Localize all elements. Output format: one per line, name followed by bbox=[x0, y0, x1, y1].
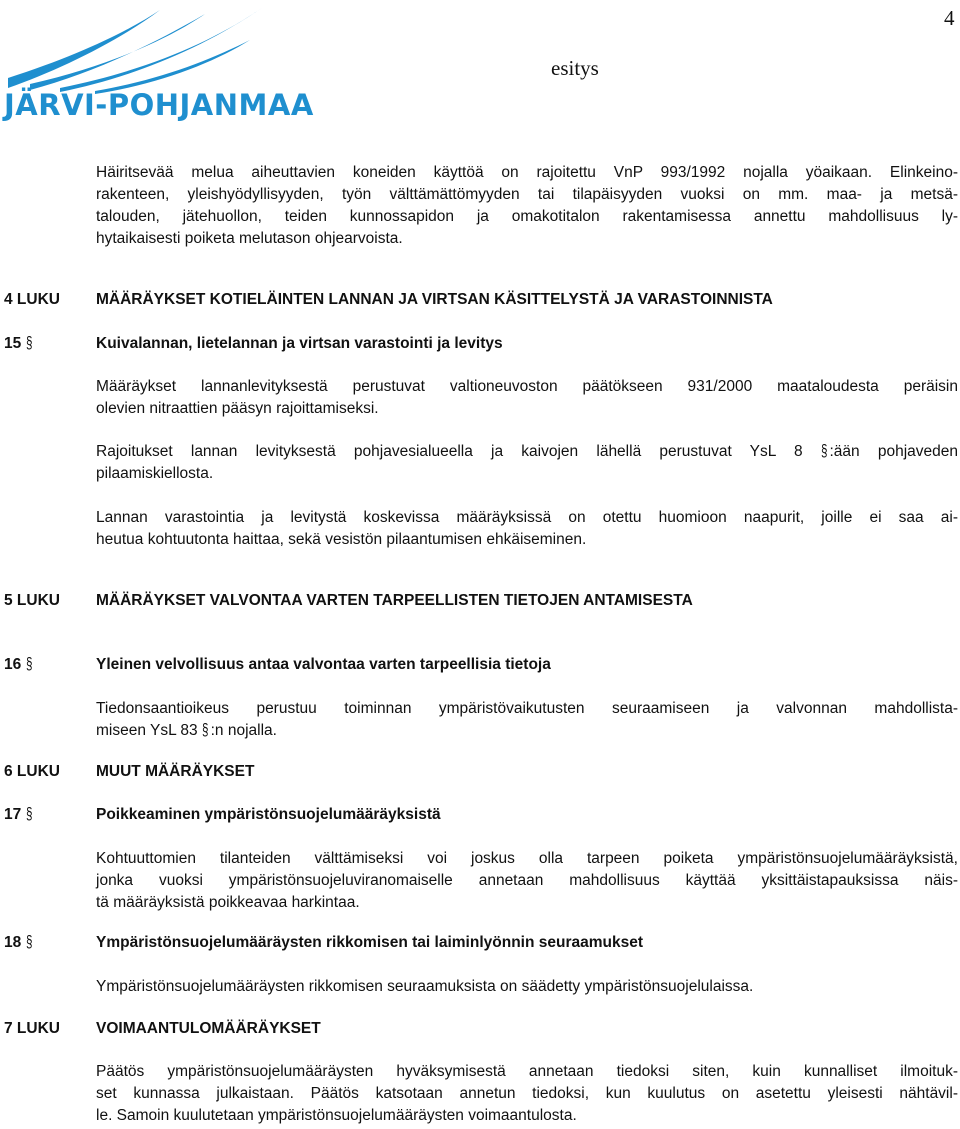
text-line: talouden, jätehuollon, teiden kunnossapidon ja omakotitalon rakentamisessa annettu mahdollisuus ly- bbox=[96, 208, 958, 225]
text-line: Lannan varastointia ja levitystä koskevissa määräyksissä on otettu huomioon naapurit, joille ei saa ai- bbox=[96, 509, 958, 526]
chapter-title: MÄÄRÄYKSET KOTIELÄINTEN LANNAN JA VIRTSAN KÄSITTELYSTÄ JA VARASTOINNISTA bbox=[96, 291, 773, 308]
text-line: Ympäristönsuojelumääräysten rikkomisen seuraamuksista on säädetty ympäristönsuojelulaissa. bbox=[96, 978, 754, 995]
text-line: Tiedonsaantioikeus perustuu toiminnan ympäristövaikutusten seuraamiseen ja valvonnan mahdollista- bbox=[96, 700, 958, 717]
chapter-title: MUUT MÄÄRÄYKSET bbox=[96, 763, 255, 780]
text-line: le. Samoin kuulutetaan ympäristönsuojelumääräysten voimaantulosta. bbox=[96, 1107, 577, 1124]
section-sign-icon: § bbox=[25, 933, 33, 952]
intro-paragraph bbox=[96, 162, 958, 250]
text-line: rakenteen, yleishyödyllisyyden, työn välttämättömyyden tai tilapäisyyden vuoksi on mm. maa- ja metsä- bbox=[96, 186, 958, 203]
section-number: 15 § bbox=[4, 333, 34, 355]
logo-text: JÄRVI-POHJANMAA bbox=[4, 88, 314, 122]
section-title: Yleinen velvollisuus antaa valvontaa varten tarpeellisia tietoja bbox=[96, 656, 551, 673]
paragraph bbox=[96, 441, 958, 485]
section-title: Kuivalannan, lietelannan ja virtsan varastointi ja levitys bbox=[96, 335, 503, 352]
section-sign-icon: § bbox=[820, 442, 828, 461]
paragraph bbox=[96, 698, 958, 742]
section-title: Poikkeaminen ympäristönsuojelumääräyksistä bbox=[96, 806, 441, 823]
chapter-title: MÄÄRÄYKSET VALVONTAA VARTEN TARPEELLISTEN TIETOJEN ANTAMISESTA bbox=[96, 592, 693, 609]
section-title: Ympäristönsuojelumääräysten rikkomisen tai laiminlyönnin seuraamukset bbox=[96, 934, 643, 951]
chapter-number: 7 LUKU bbox=[4, 1020, 60, 1037]
chapter-title: VOIMAANTULOMÄÄRÄYKSET bbox=[96, 1020, 321, 1037]
paragraph bbox=[96, 1061, 958, 1127]
text-line: jonka vuoksi ympäristönsuojeluviranomaiselle annetaan mahdollisuus käyttää yksittäistapauksissa näis- bbox=[96, 872, 958, 889]
text-line: Määräykset lannanlevityksestä perustuvat valtioneuvoston päätökseen 931/2000 maataloudesta peräisin bbox=[96, 378, 958, 395]
section-sign-icon: § bbox=[25, 655, 33, 674]
text-line: pilaamiskiellosta. bbox=[96, 465, 214, 482]
section-sign-icon: § bbox=[202, 721, 209, 740]
page-number: 4 bbox=[944, 6, 955, 30]
chapter-number: 4 LUKU bbox=[4, 291, 60, 308]
paragraph bbox=[96, 376, 958, 420]
section-number: 18 § bbox=[4, 932, 34, 954]
text-line: olevien nitraattien pääsyn rajoittamiseksi. bbox=[96, 400, 379, 417]
text-line: Kohtuuttomien tilanteiden välttämiseksi voi joskus olla tarpeen poiketa ympäristönsuojelumääräyksistä, bbox=[96, 850, 958, 867]
text-line: Päätös ympäristönsuojelumääräysten hyväksymisestä annetaan tiedoksi siten, kuin kunnalliset ilmoituk- bbox=[96, 1063, 958, 1080]
paragraph bbox=[96, 507, 958, 551]
text-line: Häiritsevää melua aiheuttavien koneiden käyttöä on rajoitettu VnP 993/1992 nojalla yöaikaan. Elinkeino- bbox=[96, 164, 958, 181]
paragraph bbox=[96, 976, 958, 998]
chapter-number: 6 LUKU bbox=[4, 763, 60, 780]
logo bbox=[0, 0, 314, 125]
section-sign-icon: § bbox=[25, 805, 33, 824]
logo-waves-icon bbox=[0, 0, 265, 95]
text-line: miseen YsL 83 § :n nojalla. bbox=[96, 720, 958, 742]
text-line: Rajoitukset lannan levityksestä pohjavesialueella ja kaivojen lähellä perustuvat YsL 8 § :ään pohjaveden bbox=[96, 441, 958, 463]
doc-title: esitys bbox=[551, 56, 599, 80]
text-line: set kunnassa julkaistaan. Päätös katsotaan annetun tiedoksi, kun kuulutus on asetettu yleisesti nähtävil- bbox=[96, 1085, 958, 1102]
paragraph bbox=[96, 848, 958, 914]
text-line: heutua kohtuutonta haittaa, sekä vesistön pilaantumisen ehkäiseminen. bbox=[96, 531, 587, 548]
text-line: tä määräyksistä poikkeavaa harkintaa. bbox=[96, 894, 360, 911]
text-line: hytaikaisesti poiketa melutason ohjearvoista. bbox=[96, 230, 403, 247]
section-number: 17 § bbox=[4, 804, 34, 826]
section-number: 16 § bbox=[4, 654, 34, 676]
chapter-number: 5 LUKU bbox=[4, 592, 60, 609]
section-sign-icon: § bbox=[25, 334, 33, 353]
